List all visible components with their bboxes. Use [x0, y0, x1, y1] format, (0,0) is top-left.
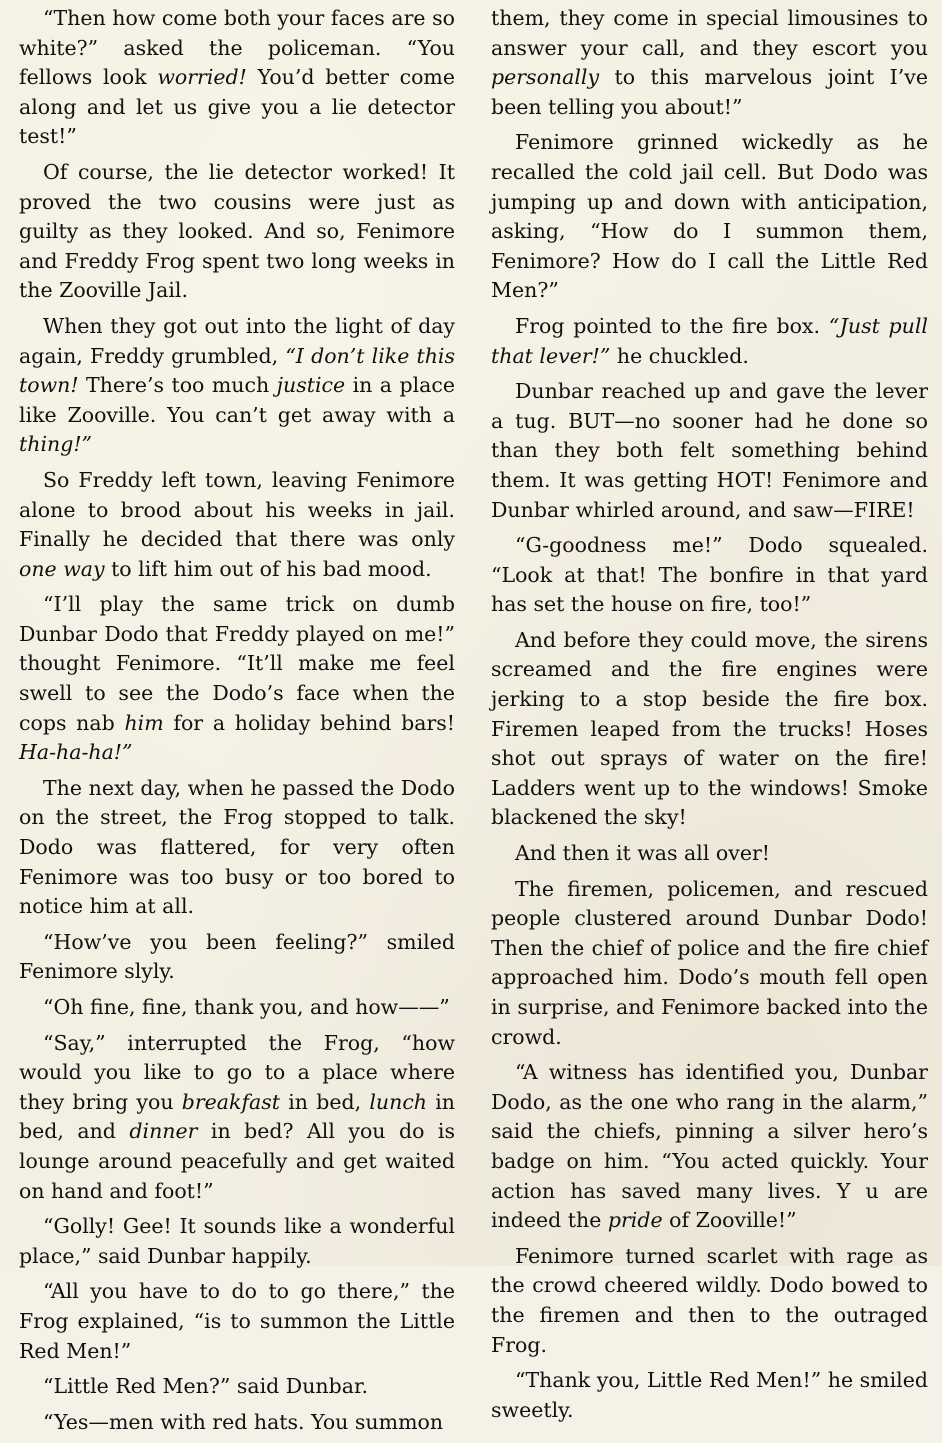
italic-text-run: one way [19, 556, 105, 581]
paragraph [491, 839, 928, 869]
text-run: to lift him out of his bad mood. [104, 556, 432, 581]
italic-text-run: Ha-ha-ha!” [19, 740, 133, 765]
paragraph [19, 928, 455, 987]
paragraph [19, 1372, 455, 1402]
left-text-column [19, 4, 455, 1443]
italic-text-run: worried! [157, 65, 247, 90]
italic-text-run: justice [276, 373, 346, 398]
text-run: And before they could move, the sirens screamed and the fire engines were jerking to a stop beside the fire box. Firemen leaped from the trucks! Hoses shot out sprays of water on the fire! Ladders went up to the windows! Smoke blackened the sky! [491, 627, 928, 830]
text-run: he chuckled. [610, 343, 749, 368]
text-run: “Golly! Gee! It sounds like a wonderful place,” said Dunbar happily. [19, 1214, 455, 1268]
italic-text-run: “Just pull that lever!” [491, 313, 928, 368]
paragraph [491, 4, 928, 122]
paragraph [19, 1029, 455, 1207]
paragraph [491, 626, 928, 833]
text-run: in bed? All you do is lounge around peacefully and get waited on hand and foot!” [19, 1119, 456, 1203]
paragraph [19, 4, 455, 152]
text-run: in bed, [280, 1089, 370, 1114]
text-run: them, they come in special limousines to answer your call, and they escort you [491, 6, 928, 60]
paragraph [19, 466, 455, 584]
paragraph [19, 1408, 455, 1438]
text-run: Of course, the lie detector worked! It proved the two cousins were just as guilty as they looked. And so, Fenimore and Freddy Frog spent two long weeks in the Zooville Jail. [19, 159, 455, 303]
text-run: When they got out into the light of day again, Freddy grumbled, [19, 313, 455, 368]
italic-text-run: personally [491, 65, 600, 90]
text-run: The firemen, policemen, and rescued people clustered around Dunbar Dodo! Then the chief of police and the fire chief approached him. Dodo’s mouth fell open in surprise, and Fenimore backed into the crowd. [491, 876, 928, 1049]
paragraph [491, 128, 928, 306]
text-run: “Yes—men with red hats. You summon [43, 1409, 444, 1434]
paragraph [19, 312, 455, 460]
paragraph [491, 875, 928, 1053]
text-run: “I’ll play the same trick on dumb Dunbar Dodo that Freddy played on me!” thought Fenimore. “It’ll make me feel swell to see the Dodo’s face when the cops nab [19, 592, 455, 735]
text-run: The next day, when he passed the Dodo on the street, the Frog stopped to talk. Dodo was flattered, for very often Fenimore was too busy or too bored to notice him at all. [19, 775, 455, 919]
italic-text-run: dinner [129, 1119, 198, 1144]
paragraph [19, 158, 455, 306]
italic-text-run: thing!” [19, 432, 93, 457]
text-run: “All you have to do to go there,” the Frog explained, “is to summon the Little Red Men!” [19, 1279, 455, 1363]
text-run: “Then how come both your faces are so white?” asked the policeman. “You fellows look [19, 6, 455, 90]
paragraph [491, 1058, 928, 1236]
paragraph [19, 774, 455, 922]
text-run: Dunbar reached up and gave the lever a tug. BUT—no sooner had he done so than they both felt something behind them. It was getting HOT! Fenimore and Dunbar whirled around, and saw—FIRE! [491, 379, 928, 522]
paragraph [19, 1277, 455, 1366]
text-run: “Say,” interrupted the Frog, “how would you like to go to a place where they bring you [19, 1030, 455, 1114]
italic-text-run: him [124, 710, 164, 735]
italic-text-run: “I don’t like this town! [19, 343, 455, 398]
paragraph [491, 531, 928, 620]
text-run: “Oh fine, fine, thank you, and how——” [43, 995, 450, 1019]
text-run: There’s too much [78, 373, 277, 398]
italic-text-run: lunch [369, 1089, 428, 1114]
text-run: for a holiday behind bars! [163, 710, 456, 735]
text-run: in a place like Zooville. You can’t get away with a [19, 373, 456, 427]
paragraph [19, 993, 455, 1023]
paragraph [491, 1366, 928, 1425]
paragraph [491, 312, 928, 371]
text-run: Fenimore grinned wickedly as he recalled the cold jail cell. But Dodo was jumping up and down with anticipation, asking, “How do I summon them, Fenimore? How do I call the Little Red Men?” [491, 130, 928, 303]
right-text-column [491, 4, 928, 1431]
text-run: “Thank you, Little Red Men!” he smiled sweetly. [491, 1368, 928, 1422]
paragraph [19, 590, 455, 768]
text-run: And then it was all over! [515, 841, 770, 866]
text-run: Fenimore turned scarlet with rage as the crowd cheered wildly. Dodo bowed to the firemen and then to the outraged Frog. [491, 1243, 928, 1357]
paragraph [491, 1242, 928, 1360]
text-run: You’d better come along and let us give you a lie detector test!” [19, 65, 455, 149]
text-run: “Little Red Men?” said Dunbar. [43, 1374, 369, 1399]
text-run: “G-goodness me!” Dodo squealed. “Look at that! The bonfire in that yard has set the house on fire, too!” [491, 533, 928, 617]
text-run: So Freddy left town, leaving Fenimore alone to brood about his weeks in jail. Finally he decided that there was only [19, 467, 455, 552]
text-run: Frog pointed to the fire box. [515, 313, 829, 338]
italic-text-run: pride [607, 1208, 663, 1233]
paragraph [19, 1212, 455, 1271]
text-run: in bed, and [19, 1089, 455, 1144]
paragraph [491, 377, 928, 525]
text-run: “How’ve you been feeling?” smiled Fenimore slyly. [19, 929, 455, 984]
italic-text-run: breakfast [181, 1089, 281, 1114]
text-run: of Zooville!” [662, 1208, 797, 1233]
text-run: to this marvelous joint I’ve been telling you about!” [491, 65, 928, 119]
text-run: “A witness has identified you, Dunbar Dodo, as the one who rang in the alarm,” said the chiefs, pinning a silver hero’s badge on him. “You acted quickly. Your action has saved many lives. Y u are indeed the [491, 1060, 928, 1233]
